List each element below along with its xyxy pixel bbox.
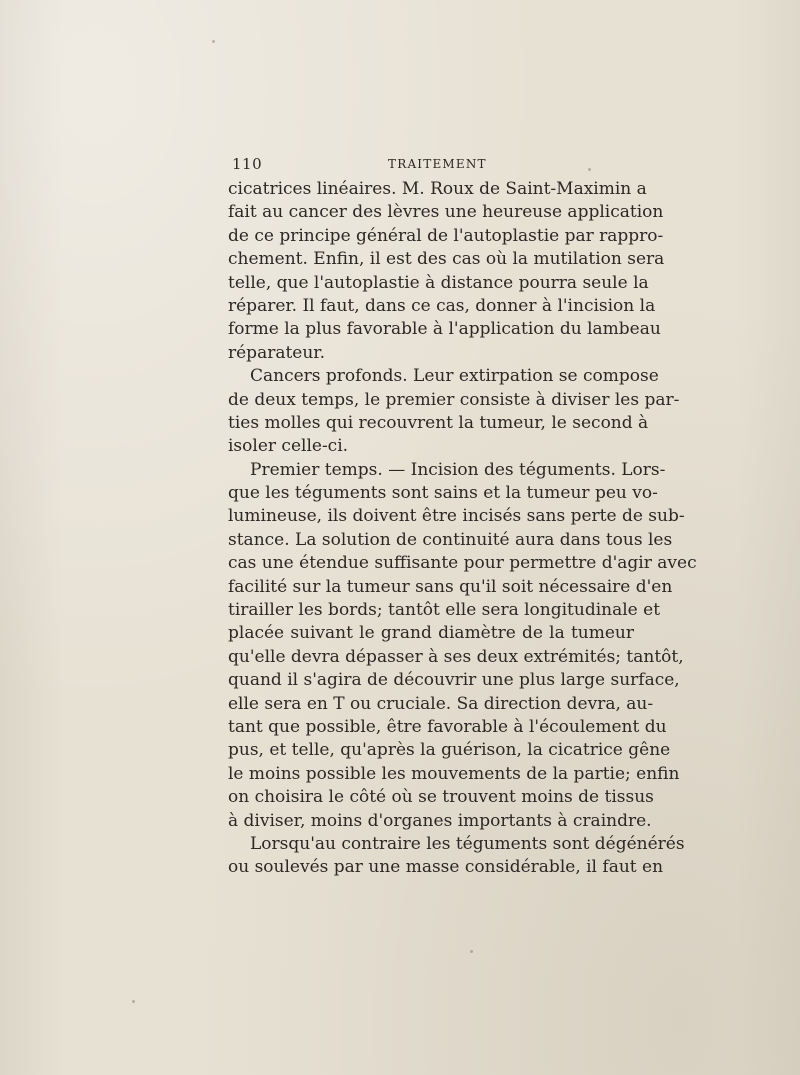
text-line: Cancers profonds. Leur extirpation se compose	[250, 366, 659, 387]
text-line: forme la plus favorable à l'application du lambeau	[228, 319, 661, 340]
text-line: que les téguments sont sains et la tumeur peu vo-	[228, 483, 658, 504]
text-line: Premier temps. — Incision des téguments. Lors-	[250, 459, 666, 480]
paper-speck	[470, 950, 473, 953]
text-line: à diviser, moins d'organes importants à craindre.	[228, 810, 652, 831]
text-line: tirailler les bords; tantôt elle sera longitudinale et	[228, 600, 661, 621]
text-line: elle sera en T ou cruciale. Sa direction devra, au-	[228, 693, 654, 714]
text-line: facilité sur la tumeur sans qu'il soit nécessaire d'en	[228, 576, 673, 597]
text-line: ties molles qui recouvrent la tumeur, le second à	[228, 412, 649, 433]
text-line: qu'elle devra dépasser à ses deux extrémités; tantôt,	[228, 646, 684, 667]
body-text	[228, 178, 697, 880]
running-title: TRAITEMENT	[388, 157, 487, 171]
text-line: ou soulevés par une masse considérable, il faut en	[228, 857, 664, 878]
paper-speck	[212, 40, 215, 43]
text-line: isoler celle-ci.	[228, 436, 349, 457]
text-line: lumineuse, ils doivent être incisés sans perte de sub-	[228, 506, 685, 527]
running-head	[228, 155, 634, 175]
text-line: telle, que l'autoplastie à distance pourra seule la	[228, 272, 649, 293]
text-line: fait au cancer des lèvres une heureuse application	[228, 202, 664, 223]
text-line: de deux temps, le premier consiste à diviser les par-	[228, 389, 680, 410]
text-line: quand il s'agira de découvrir une plus large surface,	[228, 670, 680, 691]
text-line: stance. La solution de continuité aura dans tous les	[228, 529, 673, 550]
text-line: Lorsqu'au contraire les téguments sont dégénérés	[250, 833, 685, 854]
text-line: tant que possible, être favorable à l'écoulement du	[228, 716, 667, 737]
text-line: le moins possible les mouvements de la partie; enfin	[228, 763, 680, 784]
text-line: cas une étendue suffisante pour permettre d'agir avec	[228, 553, 697, 574]
text-line: pus, et telle, qu'après la guérison, la cicatrice gêne	[228, 740, 671, 761]
text-line: de ce principe général de l'autoplastie par rappro-	[228, 225, 664, 246]
page-number: 110	[232, 155, 263, 173]
text-line: cicatrices linéaires. M. Roux de Saint-Maximin a	[228, 179, 647, 199]
paper-speck	[132, 1000, 135, 1003]
text-line: réparateur.	[228, 342, 325, 363]
text-line: on choisira le côté où se trouvent moins de tissus	[228, 787, 654, 808]
text-line: chement. Enfin, il est des cas où la mutilation sera	[228, 249, 665, 270]
paper-speck	[588, 168, 591, 171]
text-line: placée suivant le grand diamètre de la tumeur	[228, 623, 634, 644]
text-line: réparer. Il faut, dans ce cas, donner à l'incision la	[228, 295, 656, 316]
